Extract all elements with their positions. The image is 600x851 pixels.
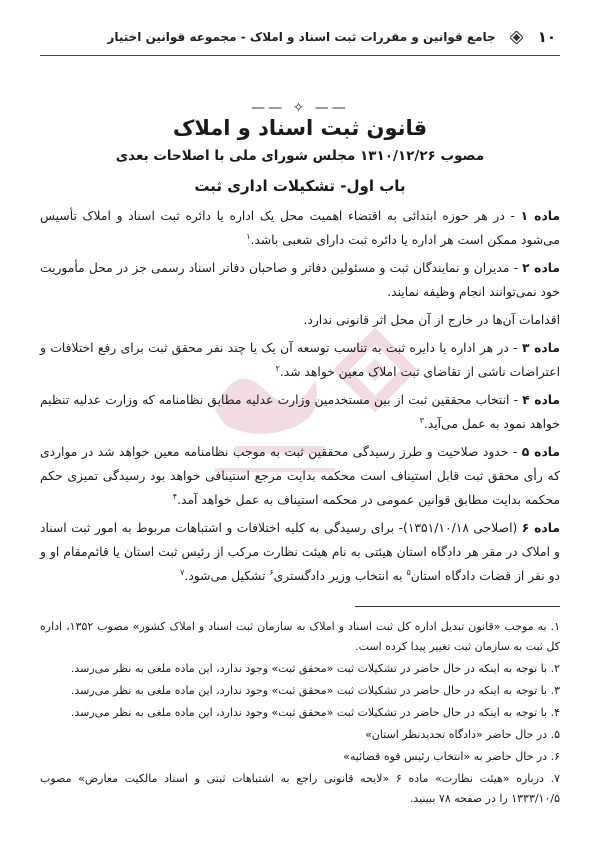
article-5 — [40, 440, 560, 512]
ornament-diamond-icon — [510, 30, 524, 44]
footnote: ۵. در حال حاضر «دادگاه تجدیدنظر استان» — [365, 728, 560, 741]
footnote: ۴. با توجه به اینکه در حال حاضر در تشکیلات ثبت «محقق ثبت» وجود ندارد، این ماده ملغی به نظر می‌رسد. — [70, 706, 560, 719]
footnote-ref: ۳ — [419, 415, 424, 425]
article-text: - مدیران و نمایندگان ثبت و مسئولین دفاتر و صاحبان دفاتر اسناد رسمی جز در محل مأموریت خود نمی‌توانند انجام وظیفه نمایند. — [40, 261, 560, 299]
footnote-ref: ۴ — [172, 491, 178, 501]
article-text: به انتخاب وزیر دادگستری — [273, 569, 407, 583]
article-text: - انتخاب محققین ثبت از بین مستخدمین وزارت عدلیه مطابق نظامنامه که وزارت عدلیه تنظیم خواهد نمود به عمل می‌آید. — [40, 393, 560, 431]
articles-body — [40, 204, 560, 592]
law-title: قانون ثبت اسناد و املاک — [172, 116, 428, 140]
footnote-ref: ۱ — [246, 231, 251, 241]
article-3 — [40, 336, 560, 384]
article-2 — [40, 256, 560, 304]
footnote-ref: ۵ — [406, 567, 411, 577]
article-label: ماده ۳ — [521, 341, 560, 355]
chapter-heading: باب اول- تشکیلات اداری ثبت — [194, 177, 406, 195]
running-header-title: جامع قوانین و مقررات ثبت اسناد و املاک - مجموعه قوانین اختیار — [107, 30, 496, 44]
footnote: ۷. درباره «هیئت نظارت» ماده ۶ «لایحه قانونی راجع به اشتباهات ثبتی و اسناد مالکیت معارض» مصوب ۱۳۳۳/۱۰/۵ را در صفحه ۷۸ ببینید. — [40, 772, 560, 805]
article-4 — [40, 388, 560, 436]
footnote: ۳. با توجه به اینکه در حال حاضر در تشکیلات ثبت «محقق ثبت» وجود ندارد، این ماده ملغی به نظر می‌رسد. — [70, 684, 560, 697]
title-ornament: —— ✧ —— — [251, 100, 349, 116]
article-text: (اصلاحی ۱۳۵۱/۱۰/۱۸)- برای رسیدگی به کلیه اختلافات و اشتباهات مربوط به امور ثبت اسناد و املاک در مقر هر دادگاه استان هیئتی به نام هیئت نظارت مرکب از رئیس ثبت استان یا قائم‌مقام او و دو نفر از قضات دادگاه استان — [40, 521, 560, 583]
footnote-divider — [355, 606, 560, 607]
footnote-ref: ۶ — [269, 567, 274, 577]
footnote: ۲. با توجه به اینکه در حال حاضر در تشکیلات ثبت «محقق ثبت» وجود ندارد، این ماده ملغی به نظر می‌رسد. — [70, 662, 560, 675]
article-label: ماده ۵ — [521, 445, 560, 459]
article-text: - حدود صلاحیت و طرز رسیدگی محققین ثبت به موجب نظامنامه معین خواهد شد در مواردی که رأی محقق ثبت قابل استیناف است محکمه بدایت مرجع استینافی خواهد بود رسیدگی تمیزی حکم محکمه بدایت مطابق قوانین عمومی در محکمه استیناف به عمل خواهد آمد. — [40, 445, 560, 507]
article-text: اقدامات آن‌ها در خارج از آن محل اثر قانونی ندارد. — [303, 313, 560, 327]
page-number: ۱۰ — [537, 28, 556, 46]
header-divider — [40, 55, 560, 56]
article-1 — [40, 204, 560, 252]
law-subtitle: مصوب ۱۳۱۰/۱۲/۲۶ مجلس شورای ملی با اصلاحات بعدی — [115, 148, 485, 164]
article-label: ماده ۶ — [521, 521, 560, 535]
footnotes — [40, 617, 560, 811]
article-label: ماده ۴ — [522, 393, 560, 407]
article-label: ماده ۲ — [522, 261, 560, 275]
running-header — [44, 26, 556, 48]
article-6 — [40, 516, 560, 588]
article-text: - در هر اداره یا دایره ثبت به تناسب توسعه آن یک یا چند نفر محقق ثبت برای رفع اختلافات و اعتراضات ناشی از تقاضای ثبت املاک معین خواهد شد. — [40, 341, 560, 379]
article-text: - در هر حوزه ابتدائی به اقتضاء اهمیت محل یک اداره یا دائره ثبت اسناد و املاک تأسیس می‌شود ممکن است هر اداره یا دائره ثبت دارای شعبی باشد. — [40, 209, 560, 247]
article-text: تشکیل می‌شود. — [184, 569, 270, 583]
footnote-ref: ۲ — [275, 363, 280, 373]
article-label: ماده ۱ — [520, 209, 560, 223]
article-2-continuation — [40, 308, 560, 332]
footnote: ۱. به موجب «قانون تبدیل اداره کل ثبت اسناد و املاک به سازمان ثبت اسناد و املاک کشور» مصوب ۱۳۵۲، اداره کل ثبت به سازمان ثبت تغییر پیدا کرده است. — [40, 620, 560, 653]
footnote: ۶. در حال حاضر به «انتخاب رئیس قوه قضائیه» — [343, 750, 560, 763]
footnote-ref: ۷ — [180, 567, 185, 577]
